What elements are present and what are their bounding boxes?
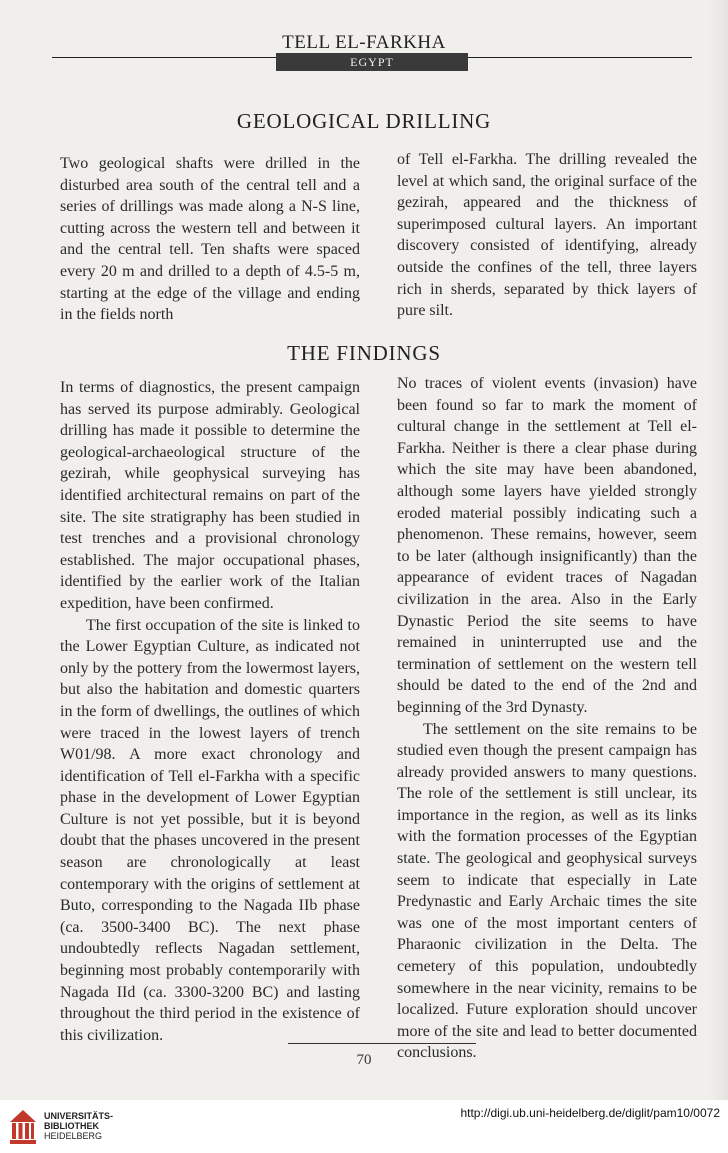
section-heading-geological-drilling: GEOLOGICAL DRILLING: [236, 109, 492, 133]
page-number: 70: [356, 1052, 372, 1068]
paragraph: of Tell el-Farkha. The drilling revealed the level at which sand, the original surface of the gezirah, appeared and the thickness of superimposed cultural layers. An important discovery consisted of identifying, already outside the confines of the tell, three layers rich in sherds, separated by thick layers of pure silt.: [397, 151, 697, 320]
paragraph: The settlement on the site remains to be studied even though the present campaign has already provided answers to many questions. The role of the settlement is still unclear, its importance in the region, as well as its links with the formation processes of the Egyptian state. The geological and geophysical surveys seem to indicate that especially in Late Predynastic and Early Archaic times the site was one of the most important centers of Pharaonic civilization in the Delta. The cemetery of this population, undoubtedly somewhere in the near vicinity, remains to be localized. Future exploration should uncover more of the site and lead to better documented conclusions.: [397, 720, 697, 1062]
header-rule-left: [52, 57, 276, 58]
library-name-line: BIBLIOTHEK: [44, 1121, 99, 1131]
paragraph: Two geological shafts were drilled in the disturbed area south of the central tell and a series of drillings was made along a N-S line, cutting across the western tell and between it and the central tell. Ten shafts were spaced every 20 m and drilled to a depth of 4.5-5 m, starting at the edge of the village and ending in the fields north: [60, 155, 360, 324]
library-name: [44, 1111, 113, 1141]
geological-drilling-right-column: [397, 149, 697, 322]
findings-left-column: [60, 377, 360, 1046]
section-heading-the-findings: THE FINDINGS: [287, 341, 441, 365]
library-name-line: HEIDELBERG: [44, 1131, 103, 1141]
source-url-link[interactable]: http://digi.ub.uni-heidelberg.de/diglit/pam10/0072: [460, 1106, 720, 1120]
page-edge-shadow: [708, 0, 728, 1100]
library-logo-icon: [8, 1106, 38, 1146]
running-header-title: TELL EL-FARKHA: [282, 32, 446, 53]
paragraph: No traces of violent events (invasion) have been found so far to mark the moment of cultural change in the settlement at Tell el-Farkha. Neither is there a clear phase during which the site may have been abandoned, although some layers have yielded strongly eroded material possibly indicating such a phenomenon. These remains, however, seem to be later (although insignificantly) than the appearance of evident traces of Nagadan civilization in the area. Also in the Early Dynastic Period the site seems to have remained in uninterrupted use and the termination of settlement on the western tell should be dated to the end of the 2nd and beginning of the 3rd Dynasty.: [397, 375, 697, 716]
library-name-line: UNIVERSITÄTS-: [44, 1111, 114, 1121]
footer-rule: [288, 1043, 476, 1044]
geological-drilling-left-column: [60, 153, 360, 326]
region-band: EGYPT: [276, 53, 468, 71]
header-rule-right: [468, 57, 692, 58]
findings-right-column: [397, 373, 697, 1064]
paragraph: The first occupation of the site is linked to the Lower Egyptian Culture, as indicated not only by the pottery from the lowermost layers, but also the habitation and domestic quarters in the form of dwellings, the outlines of which were traced in the lowest layers of trench W01/98. A more exact chronology and identification of Tell el-Farkha with a specific phase in the development of Lower Egyptian Culture is not yet possible, but it is beyond doubt that the phases uncovered in the present season are chronologically at least contemporary with the origins of settlement at Buto, corresponding to the Nagada IIb phase (ca. 3500-3400 BC). The next phase undoubtedly reflects Nagadan settlement, beginning most probably contemporarily with Nagada IId (ca. 3300-3200 BC) and lasting throughout the third period in the existence of this civilization.: [60, 616, 360, 1044]
paragraph: In terms of diagnostics, the present campaign has served its purpose admirably. Geological drilling has made it possible to determine the geological-archaeological structure of the gezirah, while geophysical surveying has identified architectural remains on part of the site. The site stratigraphy has been studied in test trenches and a provisional chronology established. The major occupational phases, identified by the earlier work of the Italian expedition, have been confirmed.: [60, 379, 360, 612]
